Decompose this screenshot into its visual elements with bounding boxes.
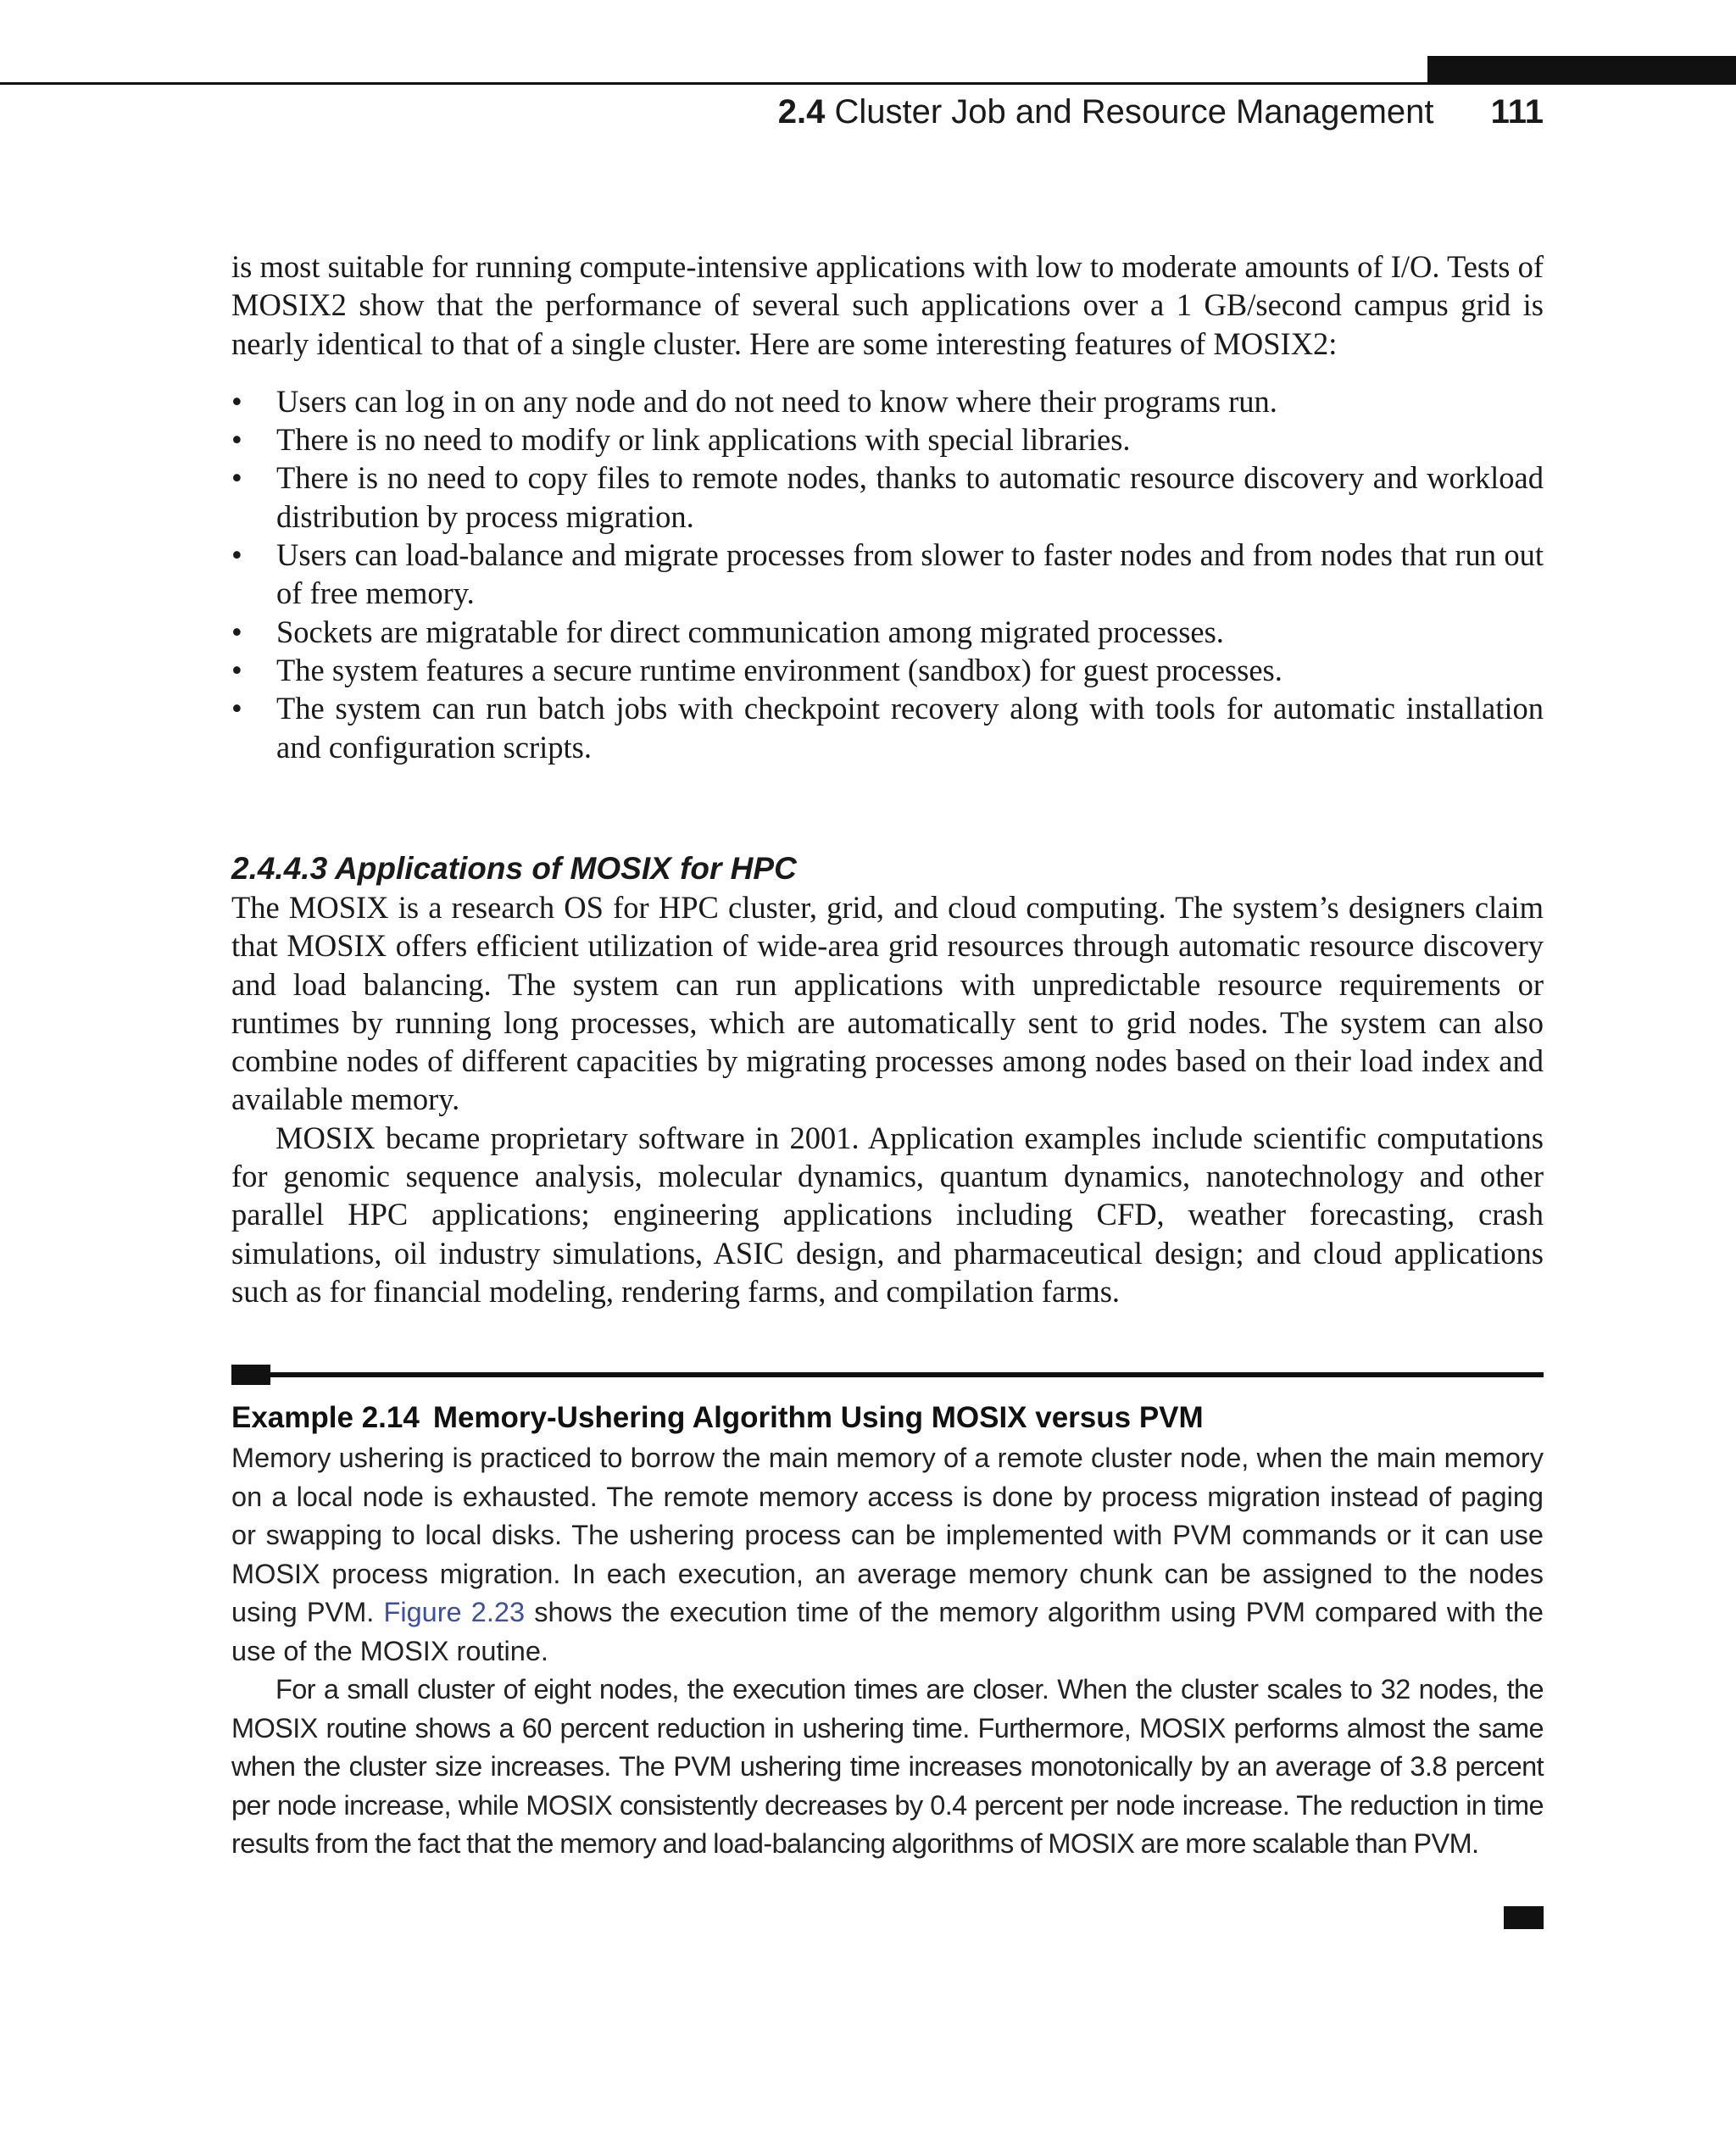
section-paragraph-1: The MOSIX is a research OS for HPC cluster, grid, and cloud computing. The system’s designers claim that MOSIX offers efficient utilization of wide-area grid resources through automatic resource discovery and load balancing. The system can run applications with unpredictable resource requirements or runtimes by running long processes, which are automatically sent to grid nodes. The system can also combine nodes of different capacities by migrating processes among nodes based on their load index and available memory. xyxy=(231,890,1544,1117)
running-head-section-number: 2.4 xyxy=(777,93,826,131)
intro-paragraph: is most suitable for running compute-intensive applications with low to moderate amounts of I/O. Tests of MOSIX2 show that the performance of several such applications over a 1 GB/second campus grid is nearly identical to that of a single cluster. Here are some interesting features of MOSIX2: xyxy=(231,249,1544,361)
bullet-icon: • xyxy=(231,383,242,419)
figure-link[interactable]: Figure 2.23 xyxy=(383,1597,526,1627)
list-item: • The system can run batch jobs with checkpoint recovery along with tools for automatic installation and configuration scripts. xyxy=(231,691,1544,765)
bullet-icon: • xyxy=(231,537,242,573)
bullet-icon: • xyxy=(231,614,242,649)
list-item: • The system features a secure runtime environment (sandbox) for guest processes. xyxy=(231,651,1544,689)
applications-section xyxy=(231,849,1544,1310)
example-marker xyxy=(231,1365,270,1385)
list-item: • There is no need to modify or link applications with special libraries. xyxy=(231,420,1544,459)
header-rule xyxy=(0,82,1736,85)
example-title: Memory-Ushering Algorithm Using MOSIX versus PVM xyxy=(432,1401,1204,1434)
example-paragraph-2: For a small cluster of eight nodes, the execution times are closer. When the cluster scales to 32 nodes, the MOSIX routine shows a 60 percent reduction in ushering time. Furthermore, MOSIX performs almost the same when the cluster size increases. The PVM ushering time increases monotonically by an average of 3.8 percent per node increase, while MOSIX consistently decreases by 0.4 percent per node increase. The reduction in time results from the fact that the memory and load-balancing algorithms of MOSIX are more scalable than PVM. xyxy=(231,1674,1544,1859)
feature-list xyxy=(231,382,1544,766)
list-item: • Users can log in on any node and do not need to know where their programs run. xyxy=(231,382,1544,420)
example-paragraph-1: Memory ushering is practiced to borrow the main memory of a remote cluster node, when the main memory on a local node is exhausted. The remote memory access is done by process migration instead of paging or swapping to local disks. The ushering process can be implemented with PVM commands or it can use MOSIX process migration. In each execution, an average memory chunk can be assigned to the nodes using PVM. Figure 2.23 shows the execution time of the memory algorithm using PVM compared with the use of the MOSIX routine. xyxy=(231,1443,1544,1666)
list-item: • Users can load-balance and migrate processes from slower to faster nodes and from nodes that run out of free memory. xyxy=(231,537,1544,611)
list-item: • Sockets are migratable for direct communication among migrated processes. xyxy=(231,613,1544,651)
example-end-marker xyxy=(1504,1906,1544,1929)
bullet-icon: • xyxy=(231,422,242,458)
bullet-icon: • xyxy=(231,691,242,726)
bullet-icon: • xyxy=(231,460,242,496)
page-number: 111 xyxy=(1490,93,1544,131)
example-label: Example 2.14 xyxy=(231,1401,420,1434)
section-paragraph-2: MOSIX became proprietary software in 2001. Application examples include scientific computations for genomic sequence analysis, molecular dynamics, quantum dynamics, nanotechnology and other parallel HPC applications; engineering applications including CFD, weather forecasting, crash simulations, oil industry simulations, ASIC design, and pharmaceutical design; and cloud applications such as for financial modeling, rendering farms, and compilation farms. xyxy=(231,1120,1544,1309)
header-tab-bar xyxy=(1427,56,1736,85)
example-block xyxy=(231,1399,1544,1864)
intro-block xyxy=(231,247,1544,766)
section-heading: 2.4.4.3 Applications of MOSIX for HPC xyxy=(231,851,797,886)
example-rule xyxy=(231,1372,1544,1377)
bullet-icon: • xyxy=(231,652,242,687)
running-head xyxy=(0,93,1544,131)
running-head-section-title: Cluster Job and Resource Management xyxy=(834,93,1434,131)
example-heading xyxy=(231,1399,1544,1438)
list-item: • There is no need to copy files to remote nodes, thanks to automatic resource discovery and workload distribution by process migration. xyxy=(231,460,1544,534)
